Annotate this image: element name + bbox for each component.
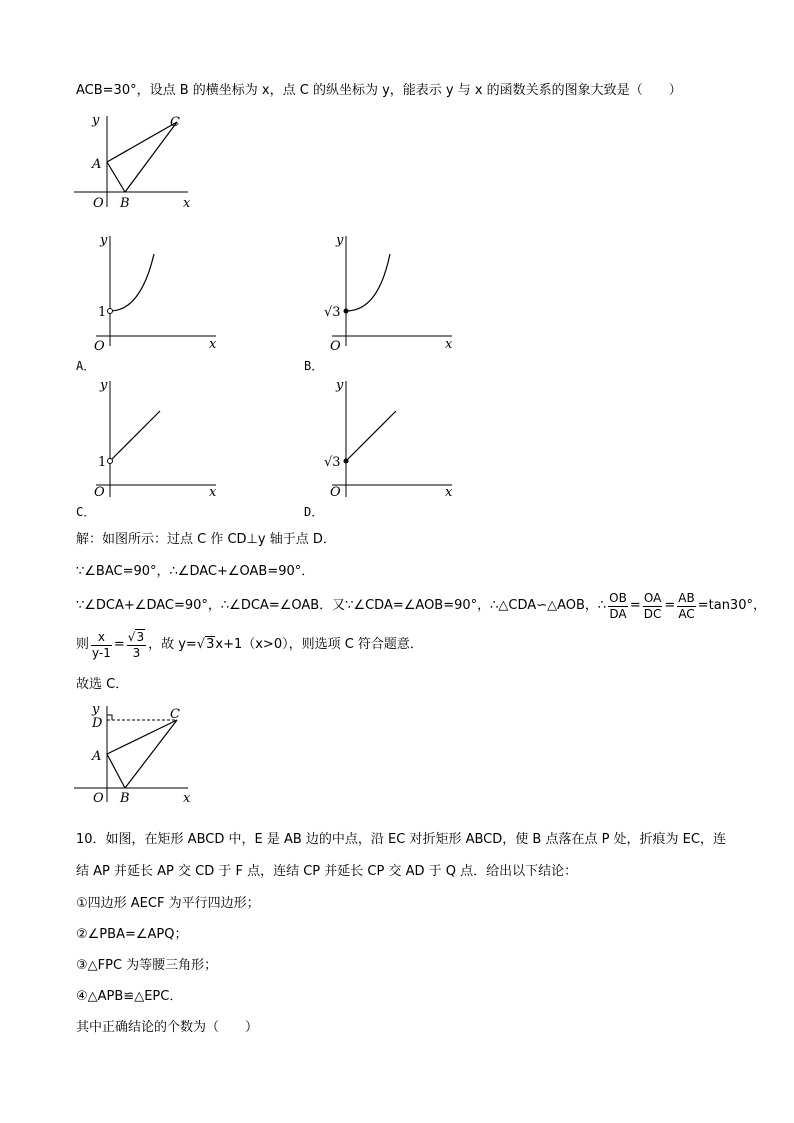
label-x: x [209, 337, 217, 352]
label-y: y [336, 378, 344, 393]
label-o: O [94, 339, 105, 354]
solution-line-3 [76, 588, 766, 624]
label-y: y [100, 378, 108, 393]
fraction-oa-dc [643, 591, 663, 622]
label-a: A [92, 157, 102, 172]
start-point-open [108, 309, 113, 314]
frac-num: AB [678, 590, 695, 605]
solution-line-4 [76, 627, 423, 663]
option-d-letter: D． [304, 505, 324, 519]
label-x: x [183, 196, 191, 211]
equals-sign: = [629, 598, 641, 613]
right-angle-mark [107, 715, 112, 720]
q10-line-1: 10．如图，在矩形 ABCD 中，E 是 AB 边的中点，沿 EC 对折矩形 ABCD，使 B 点落在点 P 处，折痕为 EC，连 [76, 832, 726, 847]
tick-label: √3 [324, 455, 341, 470]
option-c-letter: C． [76, 505, 96, 519]
frac-den: DC [643, 606, 662, 621]
q10-conclusion-4: ④△APB≌△EPC． [76, 989, 183, 1004]
tan-text: =tan30°， [697, 598, 766, 613]
label-b: B [120, 791, 130, 806]
label-d: D [92, 716, 103, 731]
segment-bc [125, 720, 177, 788]
label-y: y [100, 233, 108, 248]
so-y-text: ，故 y= [148, 637, 197, 652]
tick-label: 1 [98, 305, 107, 320]
q10-question: 其中正确结论的个数为（ ） [76, 1020, 259, 1035]
label-y: y [92, 702, 100, 717]
segment-ab [107, 754, 125, 788]
frac-den: AC [678, 606, 695, 621]
conclusion-text: x+1（x>0），则选项 C 符合题意． [215, 637, 423, 652]
root-sign: √3 [196, 637, 215, 652]
radicand: 3 [136, 629, 145, 644]
segment-ab [107, 162, 125, 192]
frac-den: y-1 [92, 645, 111, 660]
label-c: C [170, 707, 180, 722]
option-d-graph [318, 375, 458, 500]
label-o: O [93, 196, 104, 211]
option-b-graph [318, 232, 458, 352]
label-b: B [120, 196, 130, 211]
label-x: x [209, 485, 217, 500]
frac-num: √3 [127, 629, 145, 644]
graph-curve [346, 254, 390, 311]
then-text: 则 [76, 637, 90, 652]
frac-num: x [91, 630, 112, 646]
solution-line-3-text: ∵∠DCA+∠DAC=90°，∴∠DCA=∠OAB．又∵∠CDA=∠AOB=90°，∴△CDA∽△AOB，∴ [76, 598, 607, 613]
label-y: y [92, 113, 100, 128]
label-a: A [92, 749, 102, 764]
label-x: x [183, 791, 191, 806]
radicand: 3 [206, 637, 215, 652]
q9-main-figure [70, 112, 200, 212]
equals-sign: = [113, 637, 125, 652]
q10-conclusion-2: ②∠PBA=∠APQ； [76, 927, 188, 942]
solution-figure [70, 702, 200, 807]
q10-conclusion-1: ①四边形 AECF 为平行四边形； [76, 896, 260, 911]
frac-den: 3 [132, 645, 141, 660]
label-o: O [94, 485, 105, 500]
fraction-x-over-y-1 [91, 630, 112, 661]
graph-line [346, 411, 396, 461]
label-o: O [93, 791, 104, 806]
label-o: O [330, 485, 341, 500]
option-a-graph [90, 232, 225, 352]
start-point-closed [344, 309, 349, 314]
solution-line-1: 解：如图所示：过点 C 作 CD⊥y 轴于点 D． [76, 532, 336, 547]
solution-line-2: ∵∠BAC=90°，∴∠DAC+∠OAB=90°． [76, 564, 315, 579]
label-o: O [330, 339, 341, 354]
tick-label: 1 [98, 455, 107, 470]
solution-answer: 故选 C． [76, 677, 129, 692]
frac-den: DA [609, 606, 627, 621]
segment-ac [107, 720, 177, 754]
equals-sign: = [664, 598, 676, 613]
label-x: x [445, 485, 453, 500]
label-c: C [170, 115, 180, 130]
frac-num: OA [643, 590, 662, 605]
label-x: x [445, 337, 453, 352]
option-a-letter: A． [76, 359, 96, 373]
fraction-ob-da [608, 591, 628, 622]
fraction-root3-over-3 [127, 630, 146, 661]
start-point-closed [344, 459, 349, 464]
q9-stem: ACB=30°，设点 B 的横坐标为 x，点 C 的纵坐标为 y，能表示 y 与 x 的函数关系的图象大致是（ ） [76, 83, 682, 98]
option-b-letter: B． [304, 359, 324, 373]
segment-ac [107, 122, 177, 162]
option-c-graph [90, 375, 225, 500]
fraction-ab-ac [677, 591, 695, 622]
q10-conclusion-3: ③△FPC 为等腰三角形； [76, 958, 218, 973]
segment-bc [125, 122, 177, 192]
start-point-open [108, 459, 113, 464]
q10-line-2: 结 AP 并延长 AP 交 CD 于 F 点，连结 CP 并延长 CP 交 AD 于 Q 点．给出以下结论： [76, 864, 578, 879]
frac-num: OB [609, 590, 627, 605]
graph-curve [110, 254, 154, 311]
tick-label: √3 [324, 305, 341, 320]
graph-line [110, 411, 160, 461]
label-y: y [336, 233, 344, 248]
